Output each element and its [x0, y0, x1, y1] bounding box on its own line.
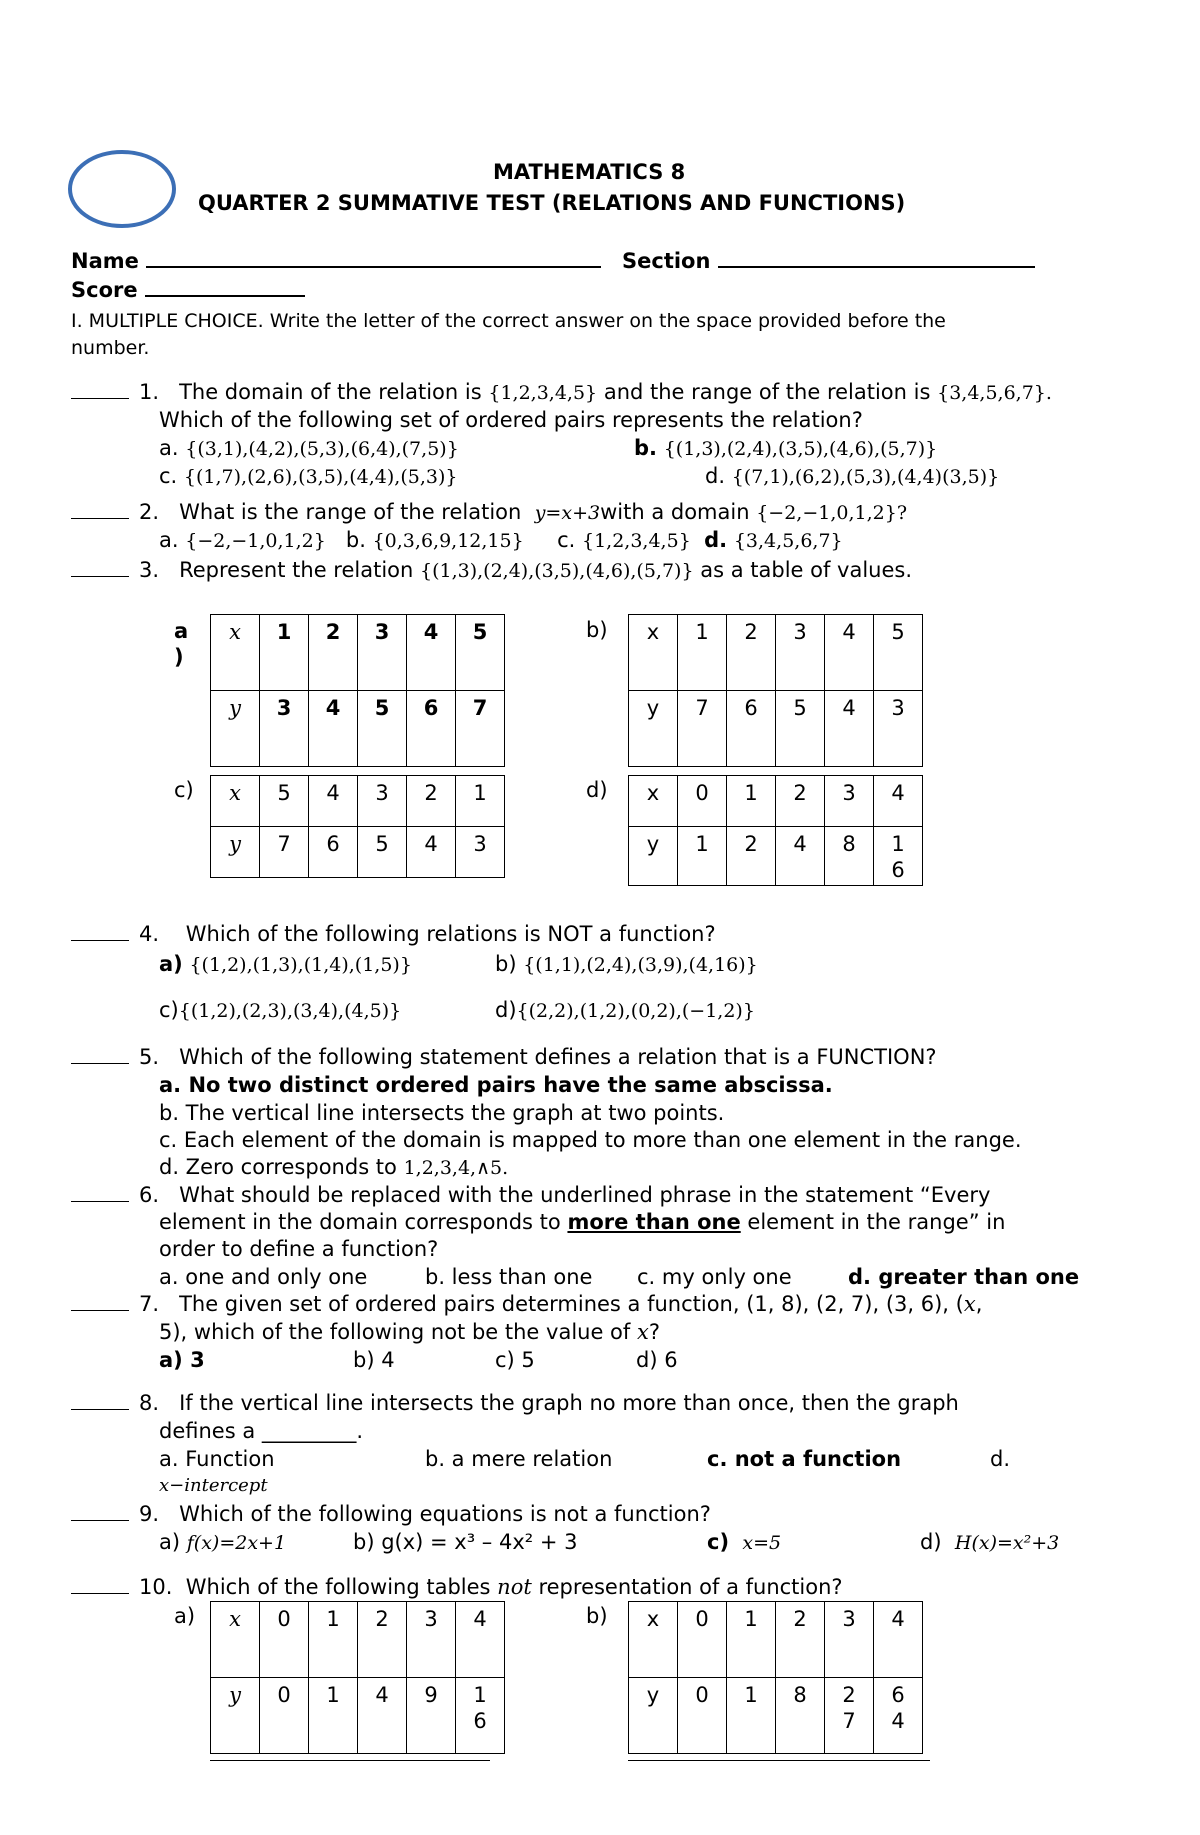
answer-blank-5[interactable] [71, 1063, 129, 1064]
question-6-cont2: order to define a function? [159, 1237, 439, 1261]
table-header-y: y [211, 1678, 260, 1754]
q3-table-c-label: c) [174, 778, 194, 802]
q6-option-c: c. my only one [637, 1265, 792, 1289]
score-label: Score [71, 278, 305, 303]
table-row [629, 1678, 923, 1754]
underlined-phrase: more than one [567, 1210, 741, 1234]
table-cell: 0 [260, 1678, 309, 1754]
table-cell: 1 [456, 776, 505, 827]
table-header-x: x [211, 776, 260, 827]
table-cell: 5 [456, 615, 505, 691]
table-cell: 1 [260, 615, 309, 691]
table-cell: 1 6 [874, 827, 923, 886]
answer-blank-2[interactable] [71, 518, 129, 519]
table-cell: 3 [260, 691, 309, 767]
section-field[interactable] [718, 266, 1035, 268]
table-cell: 0 [678, 1602, 727, 1678]
q6-option-d: d. greater than one [848, 1265, 1080, 1289]
answer-blank-7[interactable] [71, 1310, 129, 1311]
table-row [629, 1602, 923, 1678]
q10-table-a-label: a) [174, 1604, 196, 1628]
table-cell: 3 [825, 776, 874, 827]
table-cell: 1 [309, 1602, 358, 1678]
q7-option-d: d) 6 [636, 1348, 678, 1372]
table-row [629, 615, 923, 691]
table-row [211, 776, 505, 827]
instructions-cont: number. [71, 337, 150, 359]
answer-blank-6[interactable] [71, 1201, 129, 1202]
table-cell: 2 7 [825, 1678, 874, 1754]
q5-option-d: d. Zero corresponds to 1,2,3,4,∧5. [159, 1155, 509, 1179]
q5-option-b: b. The vertical line intersects the graph at two points. [159, 1101, 725, 1125]
q4-option-d: d){(2,2),(1,2),(0,2),(−1,2)} [495, 998, 755, 1022]
q9-option-d: d) H(x)=x²+3 [920, 1530, 1060, 1554]
table-cell: 2 [407, 776, 456, 827]
table-cell: 4 [874, 776, 923, 827]
q8-option-d: d. [990, 1447, 1011, 1471]
q6-option-a: a. one and only one [159, 1265, 368, 1289]
table-cell: 4 [825, 691, 874, 767]
table-row [211, 1602, 505, 1678]
table-cell: 8 [776, 1678, 825, 1754]
question-8-cont: defines a _________. [159, 1419, 364, 1443]
table-cell: 5 [358, 827, 407, 878]
q6-option-b: b. less than one [425, 1265, 593, 1289]
q7-option-a: a) 3 [159, 1348, 205, 1372]
answer-blank-1[interactable] [71, 398, 129, 399]
table-cell: 5 [874, 615, 923, 691]
q3-table-a-label: a ) [174, 619, 189, 670]
table-cell: 2 [727, 615, 776, 691]
q3-table-b-label: b) [586, 618, 608, 642]
table-row [211, 827, 505, 878]
table-row [629, 776, 923, 827]
table-header-y: y [629, 827, 678, 886]
table-row [629, 691, 923, 767]
table-cell: 3 [358, 615, 407, 691]
page-title: MATHEMATICS 8 [493, 160, 686, 184]
table-header-x: x [211, 615, 260, 691]
table-cell: 1 [727, 776, 776, 827]
q8-option-c: c. not a function [707, 1447, 902, 1471]
q3-table-a [210, 614, 505, 767]
table-cell: 1 6 [456, 1678, 505, 1754]
table-header-y: y [629, 1678, 678, 1754]
question-5: 5. Which of the following statement defines a relation that is a FUNCTION? [71, 1045, 937, 1070]
table-cell: 1 [727, 1602, 776, 1678]
table-cell: 6 [309, 827, 358, 878]
q10-table-a [210, 1601, 505, 1754]
q10-table-b-label: b) [586, 1604, 608, 1628]
question-1: 1. The domain of the relation is {1,2,3,4,5} and the range of the relation is {3,4,5,6,7}. [71, 380, 1052, 405]
table-cell: 3 [825, 1602, 874, 1678]
table-row [211, 1678, 505, 1754]
name-label: Name [71, 249, 601, 274]
table-cell: 5 [260, 776, 309, 827]
table-cell: 2 [776, 776, 825, 827]
table-cell: 1 [678, 827, 727, 886]
table-cell: 4 [776, 827, 825, 886]
table-header-x: x [629, 776, 678, 827]
q9-option-b: b) g(x) = x³ – 4x² + 3 [353, 1530, 578, 1554]
q8-option-a: a. Function [159, 1447, 275, 1471]
table-cell: 8 [825, 827, 874, 886]
table-cell: 5 [358, 691, 407, 767]
q3-table-d [628, 775, 923, 886]
question-10: 10. Which of the following tables not representation of a function? [71, 1575, 843, 1600]
q7-option-b: b) 4 [353, 1348, 395, 1372]
question-7-cont: 5), which of the following not be the value of x? [159, 1320, 660, 1344]
answer-blank-3[interactable] [71, 576, 129, 577]
table-cell: 0 [260, 1602, 309, 1678]
name-field[interactable] [146, 266, 601, 268]
table-cell: 3 [456, 827, 505, 878]
table-cell: 6 4 [874, 1678, 923, 1754]
q10-table-b [628, 1601, 923, 1754]
score-field[interactable] [145, 295, 305, 297]
answer-blank-8[interactable] [71, 1409, 129, 1410]
instructions: I. MULTIPLE CHOICE. Write the letter of the correct answer on the space provided before the [71, 310, 946, 332]
question-6: 6. What should be replaced with the underlined phrase in the statement “Every [71, 1183, 990, 1208]
q5-option-a: a. No two distinct ordered pairs have the same abscissa. [159, 1073, 833, 1097]
q1-option-d: d. {(7,1),(6,2),(5,3),(4,4)(3,5)} [705, 464, 1000, 488]
q1-option-b: b. {(1,3),(2,4),(3,5),(4,6),(5,7)} [634, 436, 938, 460]
answer-blank-10[interactable] [71, 1593, 129, 1594]
q7-option-c: c) 5 [495, 1348, 535, 1372]
table-cell: 1 [727, 1678, 776, 1754]
table-header-y: y [211, 691, 260, 767]
q8-option-d-text: x−intercept [159, 1475, 268, 1496]
table-cell: 4 [407, 827, 456, 878]
q4-option-b: b) {(1,1),(2,4),(3,9),(4,16)} [495, 952, 758, 976]
school-logo-oval [66, 148, 178, 230]
answer-line-b[interactable] [628, 1760, 930, 1761]
q3-table-c [210, 775, 505, 878]
question-7: 7. The given set of ordered pairs determines a function, (1, 8), (2, 7), (3, 6), (x, [71, 1292, 982, 1317]
table-cell: 4 [407, 615, 456, 691]
page-subtitle: QUARTER 2 SUMMATIVE TEST (RELATIONS AND FUNCTIONS) [198, 191, 906, 215]
table-cell: 4 [874, 1602, 923, 1678]
q3-table-b [628, 614, 923, 767]
question-4: 4. Which of the following relations is NOT a function? [71, 922, 716, 947]
table-cell: 4 [825, 615, 874, 691]
q3-table-d-label: d) [586, 778, 608, 802]
table-cell: 4 [309, 776, 358, 827]
table-cell: 9 [407, 1678, 456, 1754]
table-cell: 0 [678, 776, 727, 827]
table-cell: 4 [456, 1602, 505, 1678]
question-1-cont: Which of the following set of ordered pairs represents the relation? [159, 408, 863, 432]
q4-option-c: c){(1,2),(2,3),(3,4),(4,5)} [159, 998, 402, 1022]
table-row [211, 615, 505, 691]
table-cell: 7 [260, 827, 309, 878]
table-cell: 7 [678, 691, 727, 767]
table-cell: 2 [309, 615, 358, 691]
table-cell: 1 [309, 1678, 358, 1754]
question-8: 8. If the vertical line intersects the graph no more than once, then the graph [71, 1391, 959, 1416]
section-label: Section [622, 249, 1035, 274]
table-cell: 0 [678, 1678, 727, 1754]
table-cell: 5 [776, 691, 825, 767]
table-row [211, 691, 505, 767]
q9-option-c: c) x=5 [707, 1530, 782, 1554]
q8-option-b: b. a mere relation [425, 1447, 613, 1471]
table-cell: 1 [678, 615, 727, 691]
table-cell: 2 [727, 827, 776, 886]
table-cell: 3 [358, 776, 407, 827]
question-9: 9. Which of the following equations is not a function? [71, 1502, 711, 1527]
table-cell: 4 [309, 691, 358, 767]
table-cell: 6 [407, 691, 456, 767]
table-header-x: x [211, 1602, 260, 1678]
table-cell: 6 [727, 691, 776, 767]
answer-blank-9[interactable] [71, 1520, 129, 1521]
table-header-x: x [629, 615, 678, 691]
answer-line-a[interactable] [210, 1760, 490, 1761]
question-6-cont: element in the domain corresponds to more than one element in the range” in [159, 1210, 1006, 1234]
q9-option-a: a) f(x)=2x+1 [159, 1530, 287, 1554]
table-header-x: x [629, 1602, 678, 1678]
table-cell: 3 [874, 691, 923, 767]
question-3: 3. Represent the relation {(1,3),(2,4),(3,5),(4,6),(5,7)} as a table of values. [71, 558, 912, 583]
q5-option-c: c. Each element of the domain is mapped to more than one element in the range. [159, 1128, 1022, 1152]
table-cell: 3 [407, 1602, 456, 1678]
answer-blank-4[interactable] [71, 940, 129, 941]
table-cell: 7 [456, 691, 505, 767]
table-cell: 2 [358, 1602, 407, 1678]
table-header-y: y [211, 827, 260, 878]
table-header-y: y [629, 691, 678, 767]
table-cell: 3 [776, 615, 825, 691]
q1-option-a: a. {(3,1),(4,2),(5,3),(6,4),(7,5)} [159, 436, 459, 460]
table-row [629, 827, 923, 886]
q1-option-c: c. {(1,7),(2,6),(3,5),(4,4),(5,3)} [159, 464, 458, 488]
table-cell: 4 [358, 1678, 407, 1754]
question-2: 2. What is the range of the relation y=x+3with a domain {−2,−1,0,1,2}? [71, 500, 907, 525]
q2-options: a. {−2,−1,0,1,2} b. {0,3,6,9,12,15} c. {1,2,3,4,5} d. {3,4,5,6,7} [159, 528, 843, 552]
table-cell: 2 [776, 1602, 825, 1678]
q4-option-a: a) {(1,2),(1,3),(1,4),(1,5)} [159, 952, 412, 976]
